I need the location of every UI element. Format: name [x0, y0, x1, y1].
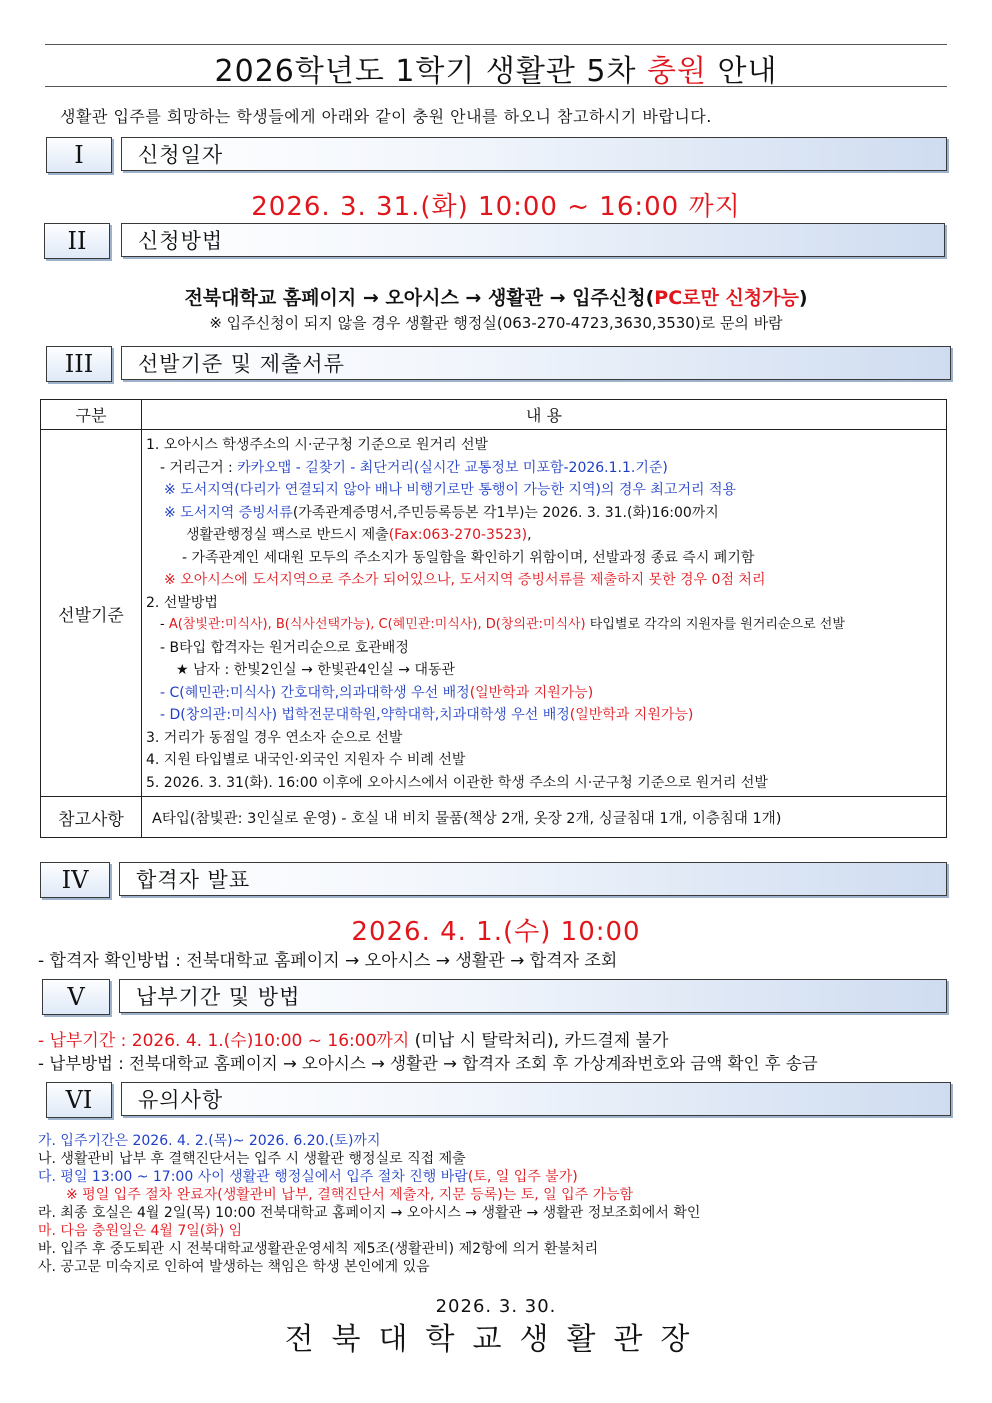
section-number: III: [46, 346, 112, 382]
apply-method: 전북대학교 홈페이지 → 오아시스 → 생활관 → 입주신청(PC로만 신청가능): [184, 287, 808, 309]
footer-date: 2026. 3. 30.: [435, 1296, 557, 1317]
table-line: 생활관행정실 팩스로 반드시 제출(Fax:063-270-3523),: [186, 527, 532, 543]
section-title: 선발기준 및 제출서류: [121, 346, 951, 380]
section-title: 신청일자: [121, 137, 947, 171]
criteria-table: [40, 399, 947, 838]
note-item: 사. 공고문 미숙지로 인하여 발생하는 책임은 학생 본인에게 있음: [38, 1259, 430, 1275]
table-line: ※ 도서지역(다리가 연결되지 않아 배나 비행기로만 통행이 가능한 지역)의 경우 최고거리 적용: [164, 482, 736, 498]
section-title: 합격자 발표: [119, 862, 947, 896]
apply-method-note: ※ 입주신청이 되지 않을 경우 생활관 행정실(063-270-4723,3630,3530)로 문의 바람: [209, 314, 783, 332]
note-item: ※ 평일 입주 절차 완료자(생활관비 납부, 결핵진단서 제출자, 지문 등록)는 토, 일 입주 가능함: [66, 1187, 634, 1203]
title-top-rule: [45, 44, 947, 45]
table-line: 1. 오아시스 학생주소의 시·군구청 기준으로 원거리 선발: [146, 437, 489, 453]
section-number: V: [42, 979, 110, 1015]
note-content: A타입(참빛관: 3인실로 운영) - 호실 내 비치 물품(책상 2개, 옷장 2개, 싱글침대 1개, 이층침대 1개): [142, 797, 947, 838]
intro-text: 생활관 입주를 희망하는 학생들에게 아래와 같이 충원 안내를 하오니 참고하시기 바랍니다.: [60, 107, 712, 126]
note-item: 다. 평일 13:00 ~ 17:00 사이 생활관 행정실에서 입주 절차 진행 바람(토, 일 입주 불가): [38, 1169, 578, 1185]
note-item: 나. 생활관비 납부 후 결핵진단서는 입주 시 생활관 행정실로 직접 제출: [38, 1151, 466, 1167]
table-line: - C(혜민관:미식사) 간호대학,의과대학생 우선 배정(일반학과 지원가능): [160, 684, 594, 701]
note-item: 라. 최종 호실은 4월 2일(목) 10:00 전북대학교 홈페이지 → 오아시스 → 생활관 → 생활관 정보조회에서 확인: [38, 1205, 701, 1221]
section-number: VI: [46, 1082, 112, 1118]
table-line: 4. 지원 타입별로 내국인·외국인 지원자 수 비례 선발: [146, 752, 466, 768]
table-line: 5. 2026. 3. 31(화). 16:00 이후에 오아시스에서 이관한 학생 주소의 시·군구청 기준으로 원거리 선발: [146, 774, 768, 791]
table-line: - 가족관계인 세대원 모두의 주소지가 동일함을 확인하기 위함이며, 선발과정 종료 즉시 폐기함: [182, 549, 755, 566]
note-item: 마. 다음 충원일은 4월 7일(화) 임: [38, 1223, 243, 1239]
note-item: 가. 입주기간은 2026. 4. 2.(목)~ 2026. 6.20.(토)까지: [38, 1133, 381, 1149]
criteria-content: [142, 430, 947, 797]
page-title: 2026학년도 1학기 생활관 5차 충원 안내: [214, 54, 778, 89]
table-header-category: 구분: [41, 400, 142, 430]
section-title: 신청방법: [121, 223, 945, 257]
table-line: ★ 남자 : 한빛2인실 → 한빛관4인실 → 대동관: [176, 662, 456, 678]
table-line: - B타입 합격자는 원거리순으로 호관배정: [160, 639, 409, 656]
note-item: 바. 입주 후 중도퇴관 시 전북대학교생활관운영세칙 제5조(생활관비) 제2항에 의거 환불처리: [38, 1241, 599, 1257]
section-number: IV: [40, 862, 110, 898]
section-number: I: [46, 137, 112, 173]
table-line: - D(창의관:미식사) 법학전문대학원,약학대학,치과대학생 우선 배정(일반학과 지원가능): [160, 707, 694, 723]
table-header-content: 내 용: [142, 400, 947, 430]
title-bottom-rule: [45, 86, 947, 87]
table-line: - A(참빛관:미식사), B(식사선택가능), C(혜민관:미식사), D(창의관:미식사) 타입별로 각각의 지원자를 원거리순으로 선발: [160, 617, 845, 632]
table-line: ※ 도서지역 증빙서류(가족관계증명서,주민등록등본 각1부)는 2026. 3. 31.(화)16:00까지: [164, 504, 719, 521]
section-number: II: [44, 223, 110, 259]
row-label-criteria: 선발기준: [41, 430, 142, 797]
table-line: 3. 거리가 동점일 경우 연소자 순으로 선발: [146, 729, 403, 746]
result-method: - 합격자 확인방법 : 전북대학교 홈페이지 → 오아시스 → 생활관 → 합격자 조회: [38, 951, 618, 971]
section-title: 유의사항: [121, 1082, 951, 1116]
payment-period: - 납부기간 : 2026. 4. 1.(수)10:00 ~ 16:00까지 (미납 시 탈락처리), 카드결제 불가: [38, 1031, 669, 1051]
table-line: - 거리근거 : 카카오맵 - 길찾기 - 최단거리(실시간 교통정보 미포함-2026.1.1.기준): [160, 459, 668, 476]
table-line: ※ 오아시스에 도서지역으로 주소가 되어있으나, 도서지역 증빙서류를 제출하지 못한 경우 0점 처리: [164, 572, 766, 588]
result-date: 2026. 4. 1.(수) 10:00: [351, 917, 641, 947]
row-label-note: 참고사항: [41, 797, 142, 838]
apply-date: 2026. 3. 31.(화) 10:00 ~ 16:00 까지: [251, 192, 741, 222]
footer-signature: 전북대학교생활관장: [284, 1322, 708, 1357]
payment-method: - 납부방법 : 전북대학교 홈페이지 → 오아시스 → 생활관 → 합격자 조회 후 가상계좌번호와 금액 확인 후 송금: [38, 1054, 818, 1073]
section-title: 납부기간 및 방법: [119, 979, 947, 1013]
table-line: 2. 선발방법: [146, 594, 218, 611]
